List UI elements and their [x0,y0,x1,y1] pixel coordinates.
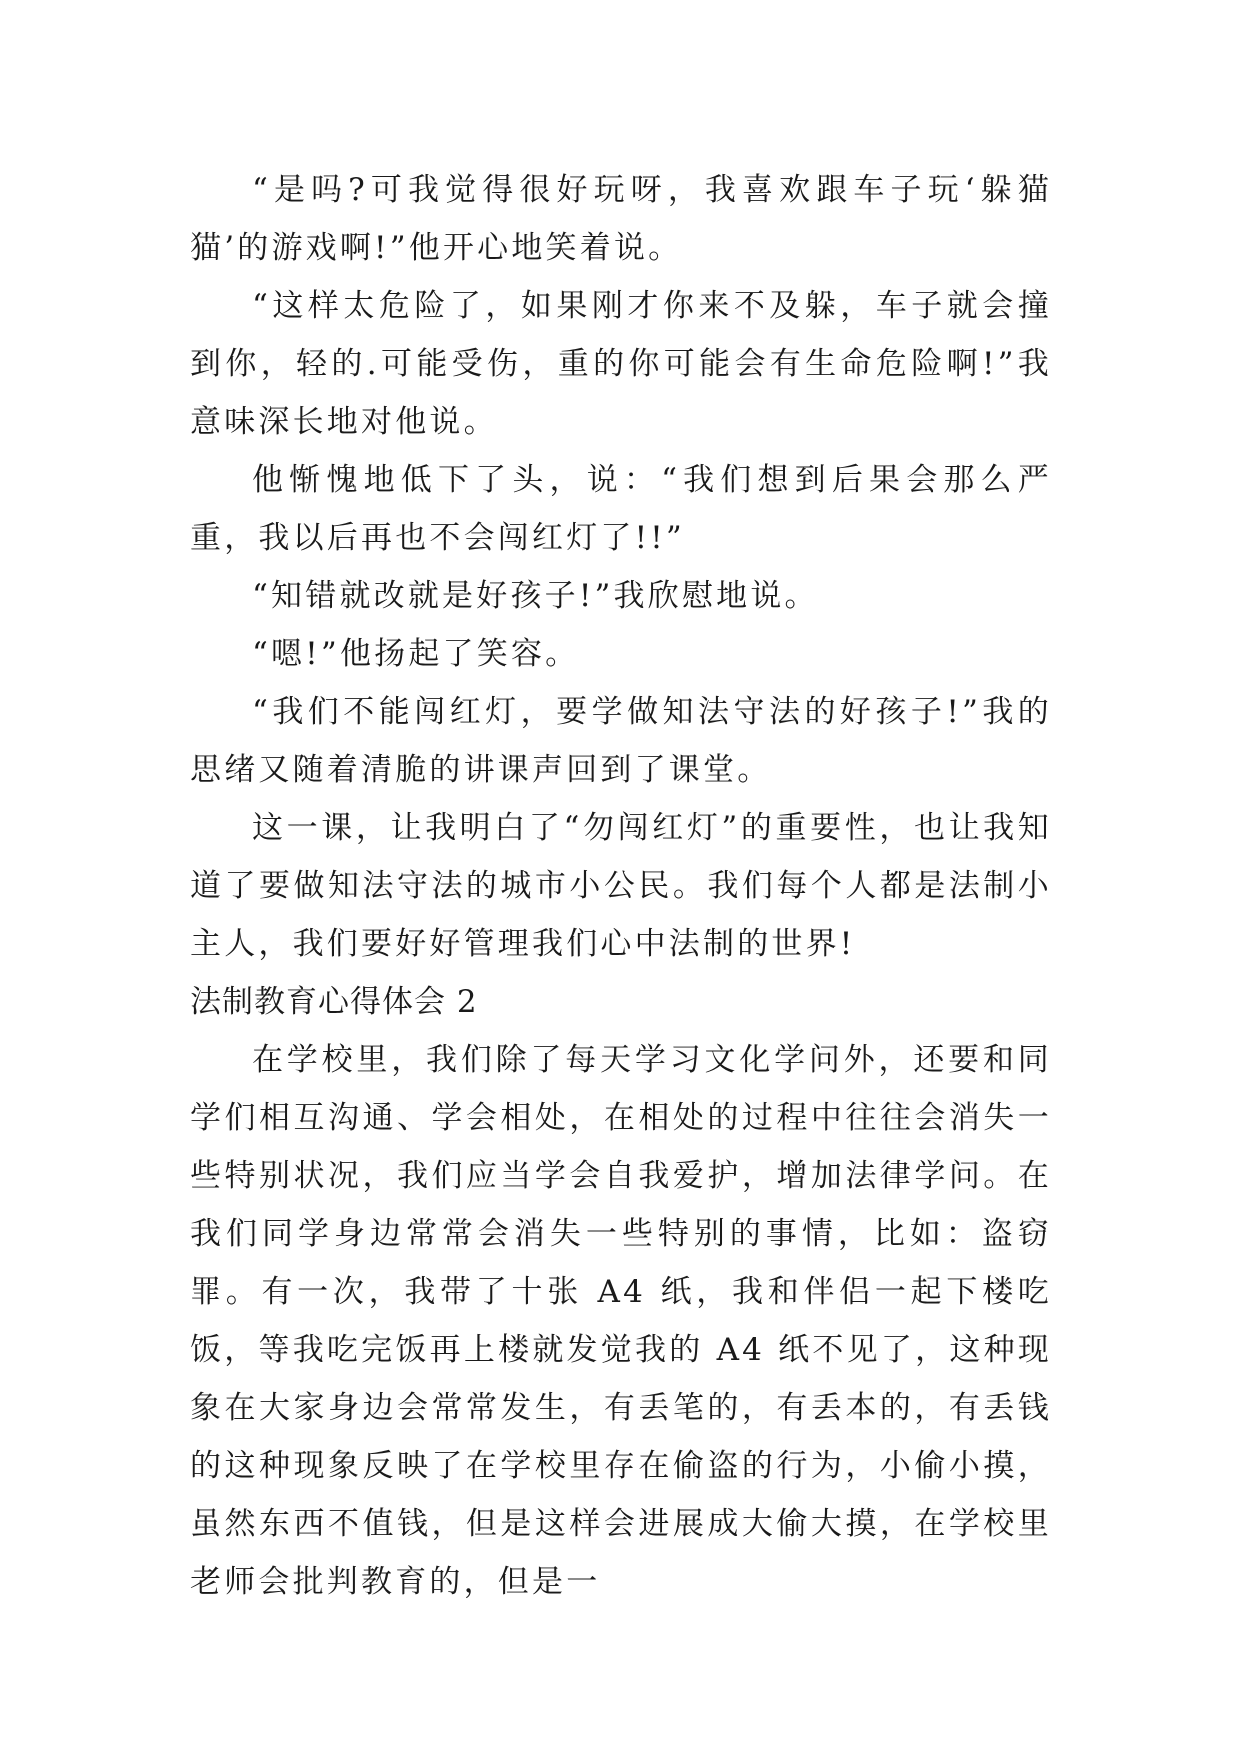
paragraph: 这一课，让我明白了“勿闯红灯”的重要性，也让我知道了要做知法守法的城市小公民。我们每个人都是法制小主人，我们要好好管理我们心中法制的世界! [190,810,1052,962]
paragraph: “我们不能闯红灯，要学做知法守法的好孩子!”我的思绪又随着清脆的讲课声回到了课堂。 [190,694,1052,788]
paragraph: “是吗?可我觉得很好玩呀，我喜欢跟车子玩‘躲猫猫’的游戏啊!”他开心地笑着说。 [190,172,1052,266]
document-body [190,161,1052,1611]
paragraph: 在学校里，我们除了每天学习文化学问外，还要和同学们相互沟通、学会相处，在相处的过程中往往会消失一些特别状况，我们应当学会自我爱护，增加法律学问。在我们同学身边常常会消失一些特别的事情，比如：盗窃罪。有一次，我带了十张 A4 纸，我和伴侣一起下楼吃饭，等我吃完饭再上楼就发觉我的 A4 纸不见了，这种现象在大家身边会常常发生，有丢笔的，有丢本的，有丢钱的这种现象反映了在学校里存在偷盗的行为，小偷小摸，虽然东西不值钱，但是这样会进展成大偷大摸，在学校里老师会批判教育的，但是一 [190,1042,1052,1600]
paragraph: “嗯!”他扬起了笑容。 [252,636,580,672]
paragraph: “知错就改就是好孩子!”我欣慰地说。 [252,578,819,614]
paragraph: 他惭愧地低下了头，说：“我们想到后果会那么严重，我以后再也不会闯红灯了!!” [190,462,1052,556]
paragraph: “这样太危险了，如果刚才你来不及躲，车子就会撞到你，轻的.可能受伤，重的你可能会有生命危险啊!”我意味深长地对他说。 [190,288,1052,440]
section-heading: 法制教育心得体会 2 [190,984,478,1020]
